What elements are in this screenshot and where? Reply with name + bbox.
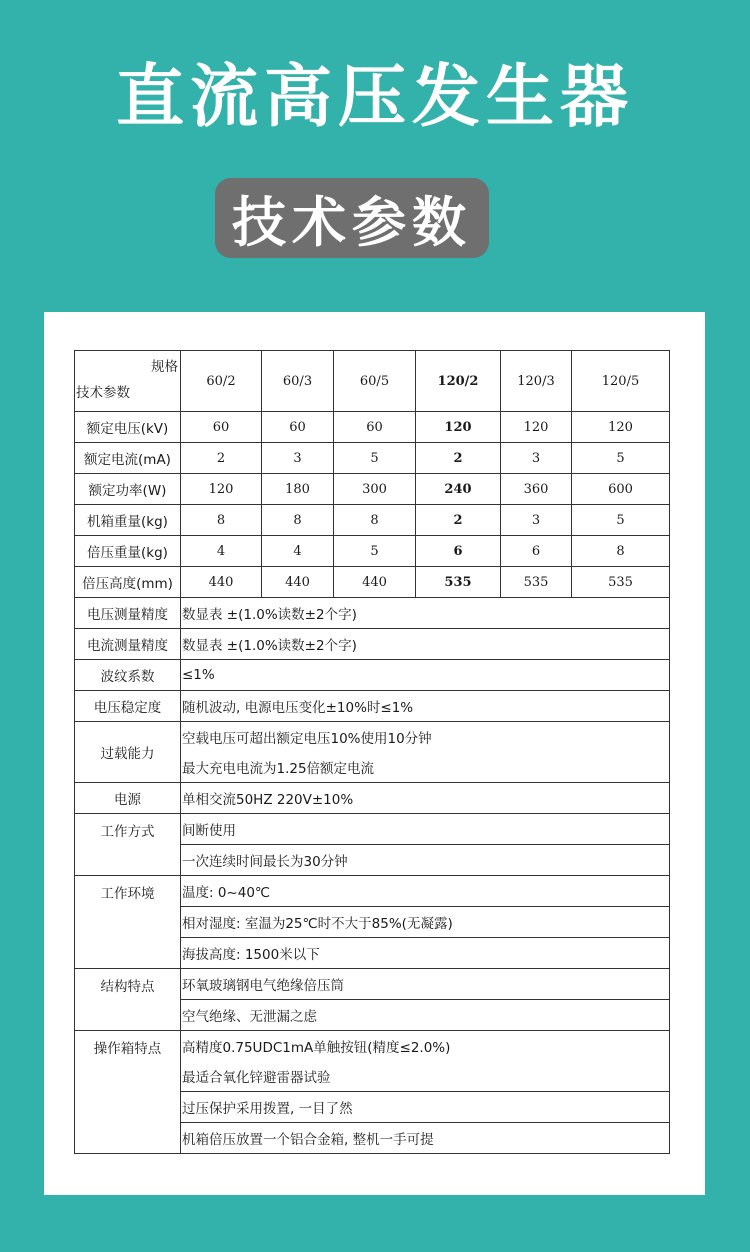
- table-cell: 2: [416, 505, 501, 536]
- table-cell: 360: [501, 474, 572, 505]
- spec-label: 电压稳定度: [75, 691, 181, 722]
- table-row: [75, 567, 670, 598]
- spec-value: 一次连续时间最长为30分钟: [181, 845, 670, 876]
- spec-row: [75, 722, 670, 753]
- spec-value: 海拔高度: 1500米以下: [181, 938, 670, 969]
- spec-value: 机箱倍压放置一个铝合金箱, 整机一手可提: [181, 1123, 670, 1154]
- table-cell: 6: [501, 536, 572, 567]
- table-cell: 3: [501, 505, 572, 536]
- header-corner-cell: [75, 351, 181, 412]
- spec-table: [74, 350, 670, 1154]
- table-cell: 60: [262, 412, 334, 443]
- table-cell: 535: [501, 567, 572, 598]
- spec-row: [75, 629, 670, 660]
- spec-value: 随机波动, 电源电压变化±10%时≤1%: [181, 691, 670, 722]
- table-cell: 2: [181, 443, 262, 474]
- spec-value: 空载电压可超出额定电压10%使用10分钟: [181, 722, 670, 753]
- table-cell: 240: [416, 474, 501, 505]
- corner-param-label: 技术参数: [76, 385, 130, 401]
- table-cell: 6: [416, 536, 501, 567]
- spec-value: 过压保护采用拨置, 一目了然: [181, 1092, 670, 1123]
- table-cell: 8: [572, 536, 670, 567]
- spec-label: 过载能力: [75, 722, 181, 783]
- model-header: 60/2: [181, 351, 262, 412]
- table-cell: 5: [334, 536, 416, 567]
- table-cell: 440: [181, 567, 262, 598]
- spec-label: 波纹系数: [75, 660, 181, 691]
- spec-label: 操作箱特点: [75, 1031, 181, 1154]
- spec-value: 空气绝缘、无泄漏之虑: [181, 1000, 670, 1031]
- table-row: [75, 443, 670, 474]
- table-row: [75, 536, 670, 567]
- row-label: 额定功率(W): [75, 474, 181, 505]
- table-cell: 300: [334, 474, 416, 505]
- spec-label: 结构特点: [75, 969, 181, 1031]
- spec-label: 工作环境: [75, 876, 181, 969]
- table-cell: 440: [262, 567, 334, 598]
- spec-row: [75, 691, 670, 722]
- table-cell: 4: [262, 536, 334, 567]
- table-cell: 535: [572, 567, 670, 598]
- model-header: 120/3: [501, 351, 572, 412]
- spec-value: ≤1%: [181, 660, 670, 691]
- spec-value: 数显表 ±(1.0%读数±2个字): [181, 598, 670, 629]
- table-header-row: [75, 351, 670, 412]
- spec-value: 环氧玻璃钢电气绝缘倍压筒: [181, 969, 670, 1000]
- table-cell: 5: [572, 443, 670, 474]
- spec-row: [75, 598, 670, 629]
- spec-value: 温度: 0~40℃: [181, 876, 670, 907]
- table-cell: 440: [334, 567, 416, 598]
- model-header: 60/3: [262, 351, 334, 412]
- spec-value: 数显表 ±(1.0%读数±2个字): [181, 629, 670, 660]
- table-cell: 120: [572, 412, 670, 443]
- spec-row: [75, 876, 670, 907]
- spec-value: 最大充电电流为1.25倍额定电流: [181, 752, 670, 783]
- table-cell: 8: [262, 505, 334, 536]
- table-cell: 180: [262, 474, 334, 505]
- table-cell: 535: [416, 567, 501, 598]
- row-label: 额定电流(mA): [75, 443, 181, 474]
- spec-row: [75, 814, 670, 845]
- table-cell: 120: [181, 474, 262, 505]
- table-cell: 60: [181, 412, 262, 443]
- spec-value: 相对湿度: 室温为25℃时不大于85%(无凝露): [181, 907, 670, 938]
- table-cell: 60: [334, 412, 416, 443]
- model-header: 60/5: [334, 351, 416, 412]
- spec-card: [44, 312, 705, 1195]
- row-label: 倍压重量(kg): [75, 536, 181, 567]
- row-label: 额定电压(kV): [75, 412, 181, 443]
- spec-row: [75, 783, 670, 814]
- spec-row: [75, 1031, 670, 1062]
- table-cell: 120: [416, 412, 501, 443]
- row-label: 倍压高度(mm): [75, 567, 181, 598]
- table-cell: 3: [501, 443, 572, 474]
- table-cell: 5: [334, 443, 416, 474]
- spec-value: 高精度0.75UDC1mA单触按钮(精度≤2.0%): [181, 1031, 670, 1062]
- spec-value: 间断使用: [181, 814, 670, 845]
- table-row: [75, 412, 670, 443]
- model-header: 120/2: [416, 351, 501, 412]
- spec-label: 工作方式: [75, 814, 181, 876]
- spec-label: 电压测量精度: [75, 598, 181, 629]
- table-cell: 8: [181, 505, 262, 536]
- spec-label: 电源: [75, 783, 181, 814]
- table-cell: 8: [334, 505, 416, 536]
- spec-value: 最适合氧化锌避雷器试验: [181, 1061, 670, 1092]
- spec-row: [75, 660, 670, 691]
- page-title: 直流高压发生器: [115, 57, 634, 137]
- corner-spec-label: 规格: [151, 359, 178, 375]
- spec-label: 电流测量精度: [75, 629, 181, 660]
- section-badge: 技术参数: [215, 178, 489, 258]
- table-cell: 5: [572, 505, 670, 536]
- table-cell: 2: [416, 443, 501, 474]
- model-header: 120/5: [572, 351, 670, 412]
- table-cell: 4: [181, 536, 262, 567]
- table-row: [75, 505, 670, 536]
- spec-row: [75, 969, 670, 1000]
- spec-value: 单相交流50HZ 220V±10%: [181, 783, 670, 814]
- table-cell: 600: [572, 474, 670, 505]
- table-cell: 120: [501, 412, 572, 443]
- table-row: [75, 474, 670, 505]
- table-cell: 3: [262, 443, 334, 474]
- row-label: 机箱重量(kg): [75, 505, 181, 536]
